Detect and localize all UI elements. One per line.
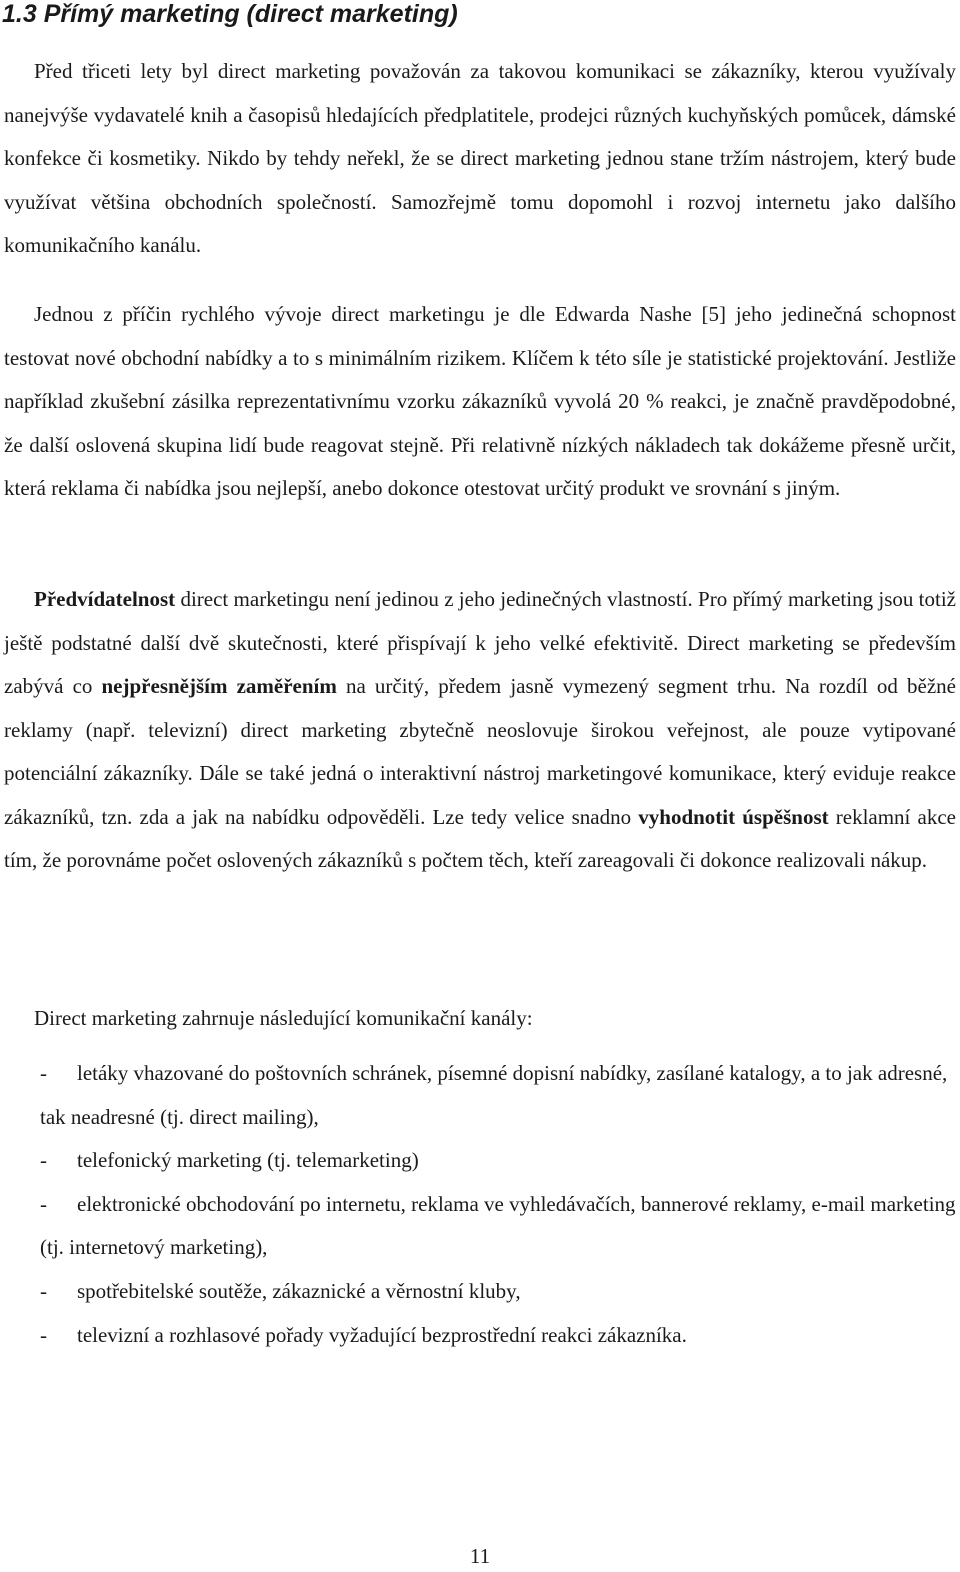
bold-term-predictability: Předvídatelnost: [34, 587, 176, 611]
paragraph-text-part: reklamní akce tím, že porovnáme počet oslovených zákazníků s počtem těch, kteří zareagovali či dokonce realizovali nákup.: [4, 804, 956, 872]
bold-term-targeting: nejpřesnějším zaměřením: [101, 674, 337, 698]
list-intro: Direct marketing zahrnuje následující komunikační kanály:: [34, 1006, 533, 1030]
paragraph-history: Před třiceti lety byl direct marketing považován za takovou komunikaci se zákazníky, kterou využívaly nanejvýše vydavatelé knih a časopisů hledajících předplatitele, prodejci různých kuchyňských pomůcek, dámské konfekce či kosmetiky. Nikdo by tehdy neřekl, že se direct marketing jednou stane tržím nástrojem, který bude využívat většina obchodních společností. Samozřejmě tomu dopomohl i rozvoj internetu jako dalšího komunikačního kanálu.: [4, 59, 956, 257]
list-dash: -: [40, 1148, 47, 1173]
list-item: [40, 1183, 956, 1270]
list-dash: -: [40, 1191, 47, 1216]
list-item-text: spotřebitelské soutěže, zákaznické a věrnostní kluby,: [77, 1278, 521, 1303]
section-heading: 1.3 Přímý marketing (direct marketing): [2, 0, 458, 28]
paragraph-predictability: [4, 578, 956, 883]
bold-term-evaluation: vyhodnotit úspěšnost: [638, 804, 829, 829]
list-dash: -: [40, 1278, 47, 1303]
paragraph-testing: Jednou z příčin rychlého vývoje direct marketingu je dle Edwarda Nashe [5] jeho jedinečná schopnost testovat nové obchodní nabídky a to s minimálním rizikem. Klíčem k této síle je statistické projektování. Jestliže například zkušební zásilka reprezentativnímu vzorku zákazníků vyvolá 20 % reakci, je značně pravděpodobné, že další oslovená skupina lidí bude reagovat stejně. Při relativně nízkých nákladech tak dokážeme přesně určit, která reklama či nabídka jsou nejlepší, anebo dokonce otestovat určitý produkt ve srovnání s jiným.: [4, 302, 956, 500]
paragraph-text-part: na určitý, předem jasně vymezený segment trhu. Na rozdíl od běžné reklamy (např. televizní) direct marketing zbytečně neoslovuje širokou veřejnost, ale pouze vytipované potenciální zákazníky. Dále se také jedná o interaktivní nástroj marketingové komunikace, který eviduje reakce zákazníků, tzn. zda a jak na nabídku odpověděli. Lze tedy velice snadno: [4, 674, 956, 829]
list-item-text: televizní a rozhlasové pořady vyžadující bezprostřední reakci zákazníka.: [77, 1322, 687, 1347]
list-item-text: elektronické obchodování po internetu, reklama ve vyhledávačích, bannerové reklamy, e-mail marketing (tj. internetový marketing),: [40, 1191, 956, 1260]
list-item: [40, 1270, 956, 1314]
page-number: 11: [469, 1544, 491, 1568]
paragraph-text-part: direct marketingu není jedinou z jeho jedinečných vlastností. Pro přímý marketing jsou totiž ještě podstatné další dvě skutečnosti, které přispívají k jeho velké efektivitě. Direct marketing se především zabývá co: [4, 587, 956, 698]
list-dash: -: [40, 1322, 47, 1347]
list-item: [40, 1314, 956, 1358]
list-item: [40, 1052, 956, 1139]
list-dash: -: [40, 1061, 47, 1085]
list-item-text: telefonický marketing (tj. telemarketing): [77, 1148, 419, 1173]
channel-list: [40, 1052, 956, 1357]
list-item: [40, 1139, 956, 1183]
list-item-text: letáky vhazované do poštovních schránek, písemné dopisní nabídky, zasílané katalogy, a to jak adresné, tak neadresné (tj. direct mailing),: [40, 1061, 948, 1129]
